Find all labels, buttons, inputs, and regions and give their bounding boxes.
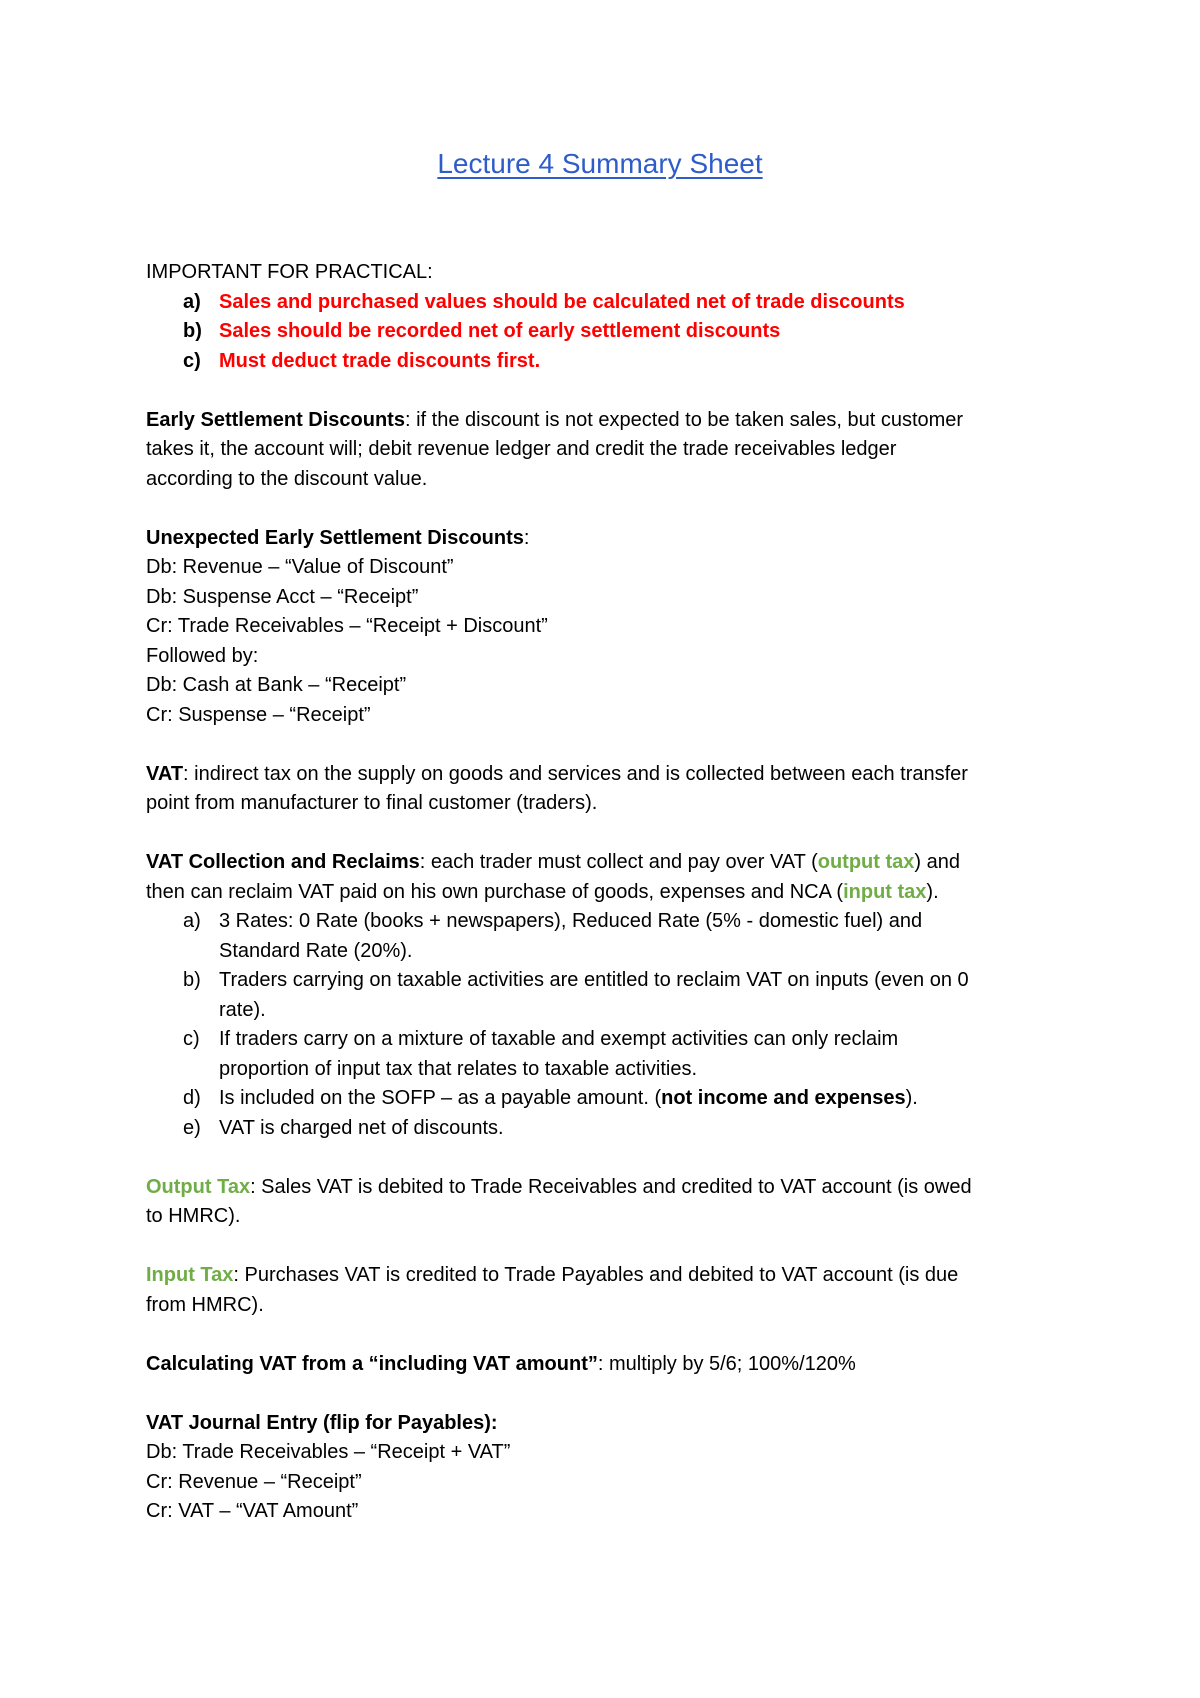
list-item: a) 3 Rates: 0 Rate (books + newspapers), Reduced Rate (5% - domestic fuel) and Standard Rate (20%). (146, 907, 1076, 966)
practical-heading: IMPORTANT FOR PRACTICAL: (146, 261, 433, 283)
paragraph-text: : if the discount is not expected to be taken sales, but customer (404, 408, 964, 431)
document-body (146, 258, 1076, 1527)
journal-line: Cr: Revenue – “Receipt” (146, 1470, 362, 1493)
paragraph-text: then can reclaim VAT paid on his own purchase of goods, expenses and NCA (input tax). (146, 880, 939, 903)
journal-line: Db: Trade Receivables – “Receipt + VAT” (146, 1441, 511, 1463)
journal-heading: VAT Journal Entry (flip for Payables): (146, 1411, 498, 1434)
input-tax-highlight: input tax (843, 880, 927, 903)
list-marker: b) (183, 320, 202, 342)
journal-line: Followed by: (146, 644, 259, 667)
list-marker: c) (183, 1028, 200, 1050)
list-item-text: Sales should be recorded net of early settlement discounts (219, 320, 781, 342)
journal-line: Db: Suspense Acct – “Receipt” (146, 585, 419, 608)
unexpected-heading: Unexpected Early Settlement Discounts: (146, 526, 530, 549)
input-tax-term: Input Tax (146, 1264, 234, 1286)
vat-rules-list (146, 907, 1076, 1143)
page-title: Lecture 4 Summary Sheet (437, 148, 763, 179)
vat-collection-paragraph: VAT Collection and Reclaims: each trader must collect and pay over VAT (output tax) and (146, 851, 960, 873)
list-marker: c) (183, 349, 201, 372)
list-item: c) If traders carry on a mixture of taxable and exempt activities can only reclaim proportion of input tax that relates to taxable activities. (146, 1025, 1076, 1084)
journal-line: Db: Cash at Bank – “Receipt” (146, 674, 407, 696)
list-item (146, 288, 1076, 318)
list-marker: a) (183, 910, 201, 932)
journal-line: Cr: Suspense – “Receipt” (146, 703, 371, 726)
calculating-vat-paragraph: Calculating VAT from a “including VAT amount”: multiply by 5/6; 100%/120% (146, 1352, 856, 1375)
list-marker: b) (183, 969, 201, 991)
list-marker: e) (183, 1116, 201, 1139)
list-item: e) VAT is charged net of discounts. (146, 1114, 1076, 1144)
vat-term: VAT (146, 762, 184, 785)
paragraph-text: according to the discount value. (146, 467, 428, 490)
paragraph-text: takes it, the account will; debit revenue ledger and credit the trade receivables ledger (146, 438, 897, 460)
calculating-vat-term: Calculating VAT from a “including VAT amount” (146, 1352, 598, 1375)
input-tax-paragraph: Input Tax: Purchases VAT is credited to Trade Payables and debited to VAT account (is due (146, 1264, 959, 1286)
vat-paragraph: VAT: indirect tax on the supply on goods and services and is collected between each transfer (146, 762, 968, 785)
list-item (146, 347, 1076, 377)
journal-line: Db: Revenue – “Value of Discount” (146, 556, 454, 578)
list-item-text: Must deduct trade discounts first. (219, 349, 541, 372)
paragraph-text: from HMRC). (146, 1293, 264, 1316)
list-item (146, 317, 1076, 347)
output-tax-paragraph: Output Tax: Sales VAT is debited to Trade Receivables and credited to VAT account (is owed (146, 1175, 972, 1198)
list-item: b) Traders carrying on taxable activities are entitled to reclaim VAT on inputs (even on 0 rate). (146, 966, 1076, 1025)
early-settlement-paragraph (146, 406, 1076, 436)
list-item: d) Is included on the SOFP – as a payable amount. (not income and expenses). (146, 1084, 1076, 1114)
journal-line: Cr: Trade Receivables – “Receipt + Discount” (146, 615, 548, 637)
list-marker: d) (183, 1087, 201, 1109)
journal-line: Cr: VAT – “VAT Amount” (146, 1500, 359, 1522)
early-settlement-term: Early Settlement Discounts (146, 408, 405, 431)
list-marker: a) (183, 290, 201, 313)
output-tax-term: Output Tax (146, 1175, 251, 1198)
list-item-text: Sales and purchased values should be calculated net of trade discounts (219, 290, 905, 313)
paragraph-text: to HMRC). (146, 1205, 241, 1227)
vat-collection-term: VAT Collection and Reclaims (146, 851, 420, 873)
output-tax-highlight: output tax (817, 851, 915, 873)
paragraph-text: point from manufacturer to final customer (traders). (146, 792, 598, 814)
practical-list (146, 288, 1076, 377)
